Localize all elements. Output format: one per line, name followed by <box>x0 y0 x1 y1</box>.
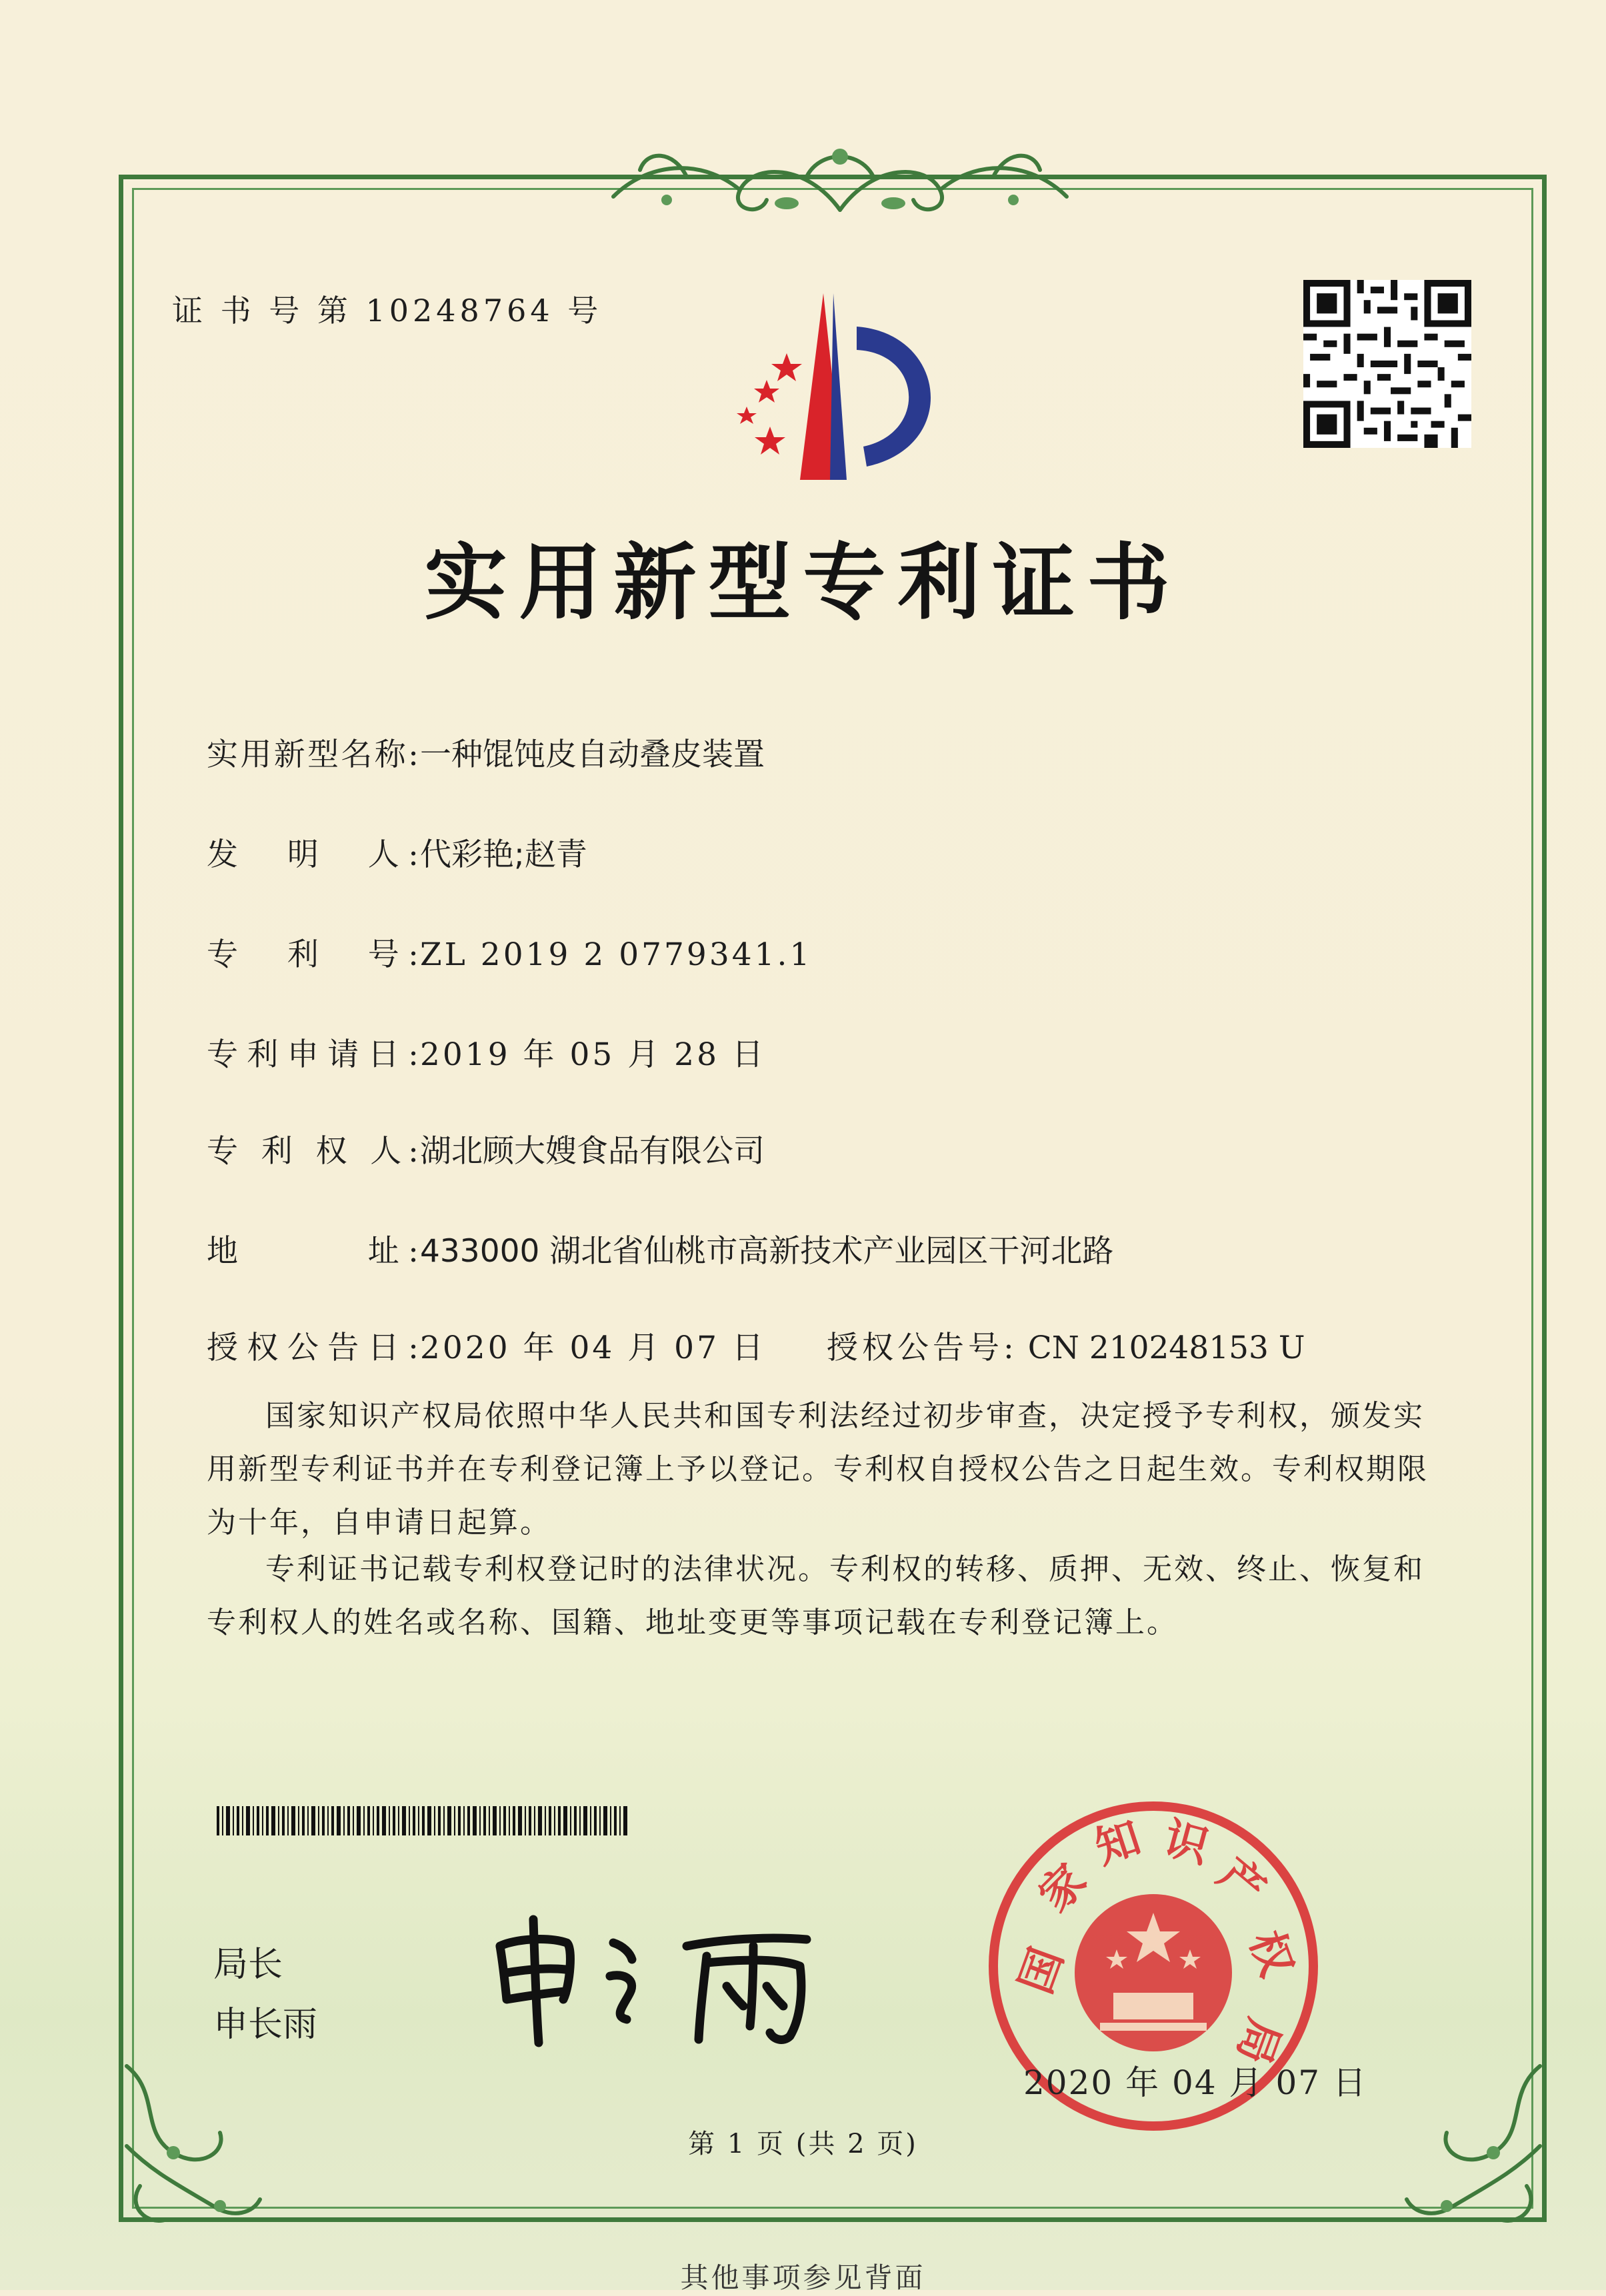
field-name <box>207 730 765 774</box>
svg-text:局: 局 <box>1227 2011 1291 2071</box>
field-name-value: 一种馄饨皮自动叠皮装置 <box>420 736 765 773</box>
field-inventor-value: 代彩艳;赵青 <box>420 836 587 873</box>
field-grant-date <box>207 1323 766 1368</box>
cnipa-logo-icon <box>693 280 960 493</box>
field-patent-no-value: ZL 2019 2 0779341.1 <box>420 936 813 973</box>
svg-text:国: 国 <box>1009 1941 1073 2001</box>
field-inventor-label: 发 明 人: <box>207 836 420 873</box>
field-filing-date-label: 专利申请日: <box>207 1036 420 1073</box>
field-address <box>207 1226 1113 1271</box>
field-grant-no-label: 授权公告号: <box>827 1330 1018 1366</box>
field-patentee-value: 湖北顾大嫂食品有限公司 <box>420 1133 765 1170</box>
footer-note: 其他事项参见背面 <box>680 2261 926 2294</box>
statement-paragraph-1-text: 国家知识产权局依照中华人民共和国专利法经过初步审查，决定授予专利权，颁发实用新型专利证书并在专利登记簿上予以登记。专利权自授权公告之日起生效。专利权期限为十年，自申请日起算。 <box>207 1399 1429 1540</box>
director-name: 申长雨 <box>213 2005 318 2045</box>
svg-text:权: 权 <box>1239 1924 1303 1983</box>
field-grant-no-value: CN 210248153 U <box>1027 1330 1305 1366</box>
svg-text:产: 产 <box>1208 1847 1275 1915</box>
field-patentee <box>207 1126 765 1171</box>
certificate-number: 证 书 号 第 10248764 号 <box>172 293 603 329</box>
field-grant-date-value: 2020 年 04 月 07 日 <box>420 1330 766 1366</box>
field-grant-date-label: 授权公告日: <box>207 1330 420 1366</box>
field-address-label: 地 址: <box>207 1233 420 1270</box>
director-signature <box>487 1906 833 2053</box>
director-title: 局长 <box>213 1945 283 1985</box>
field-filing-date-value: 2019 年 05 月 28 日 <box>420 1036 766 1073</box>
seal-date: 2020 年 04 月 07 日 <box>1023 2063 1367 2102</box>
top-ornament-icon <box>587 137 1093 223</box>
field-name-label: 实用新型名称: <box>207 736 420 773</box>
statement-paragraph-2-text: 专利证书记载专利权登记时的法律状况。专利权的转移、质押、无效、终止、恢复和专利权人的姓名或名称、国籍、地址变更等事项记载在专利登记簿上。 <box>207 1552 1425 1640</box>
field-patent-no <box>207 930 812 974</box>
svg-text:识: 识 <box>1158 1812 1215 1873</box>
page-number: 第 1 页 (共 2 页) <box>688 2129 918 2159</box>
field-filing-date <box>207 1030 766 1074</box>
field-inventor <box>207 830 587 874</box>
field-patentee-label: 专 利 权 人: <box>207 1133 420 1170</box>
field-address-value: 433000 湖北省仙桃市高新技术产业园区干河北路 <box>420 1233 1114 1270</box>
field-patent-no-label: 专 利 号: <box>207 936 420 973</box>
field-grant-no <box>827 1323 1305 1368</box>
certificate-title: 实用新型专利证书 <box>424 535 1182 631</box>
svg-text:家: 家 <box>1029 1854 1097 1922</box>
statement-paragraph-2 <box>207 1543 1447 1650</box>
svg-text:知: 知 <box>1089 1811 1147 1874</box>
barcode-icon <box>217 1806 630 1835</box>
qr-code-icon <box>1303 280 1471 448</box>
statement-paragraph-1 <box>207 1390 1447 1550</box>
